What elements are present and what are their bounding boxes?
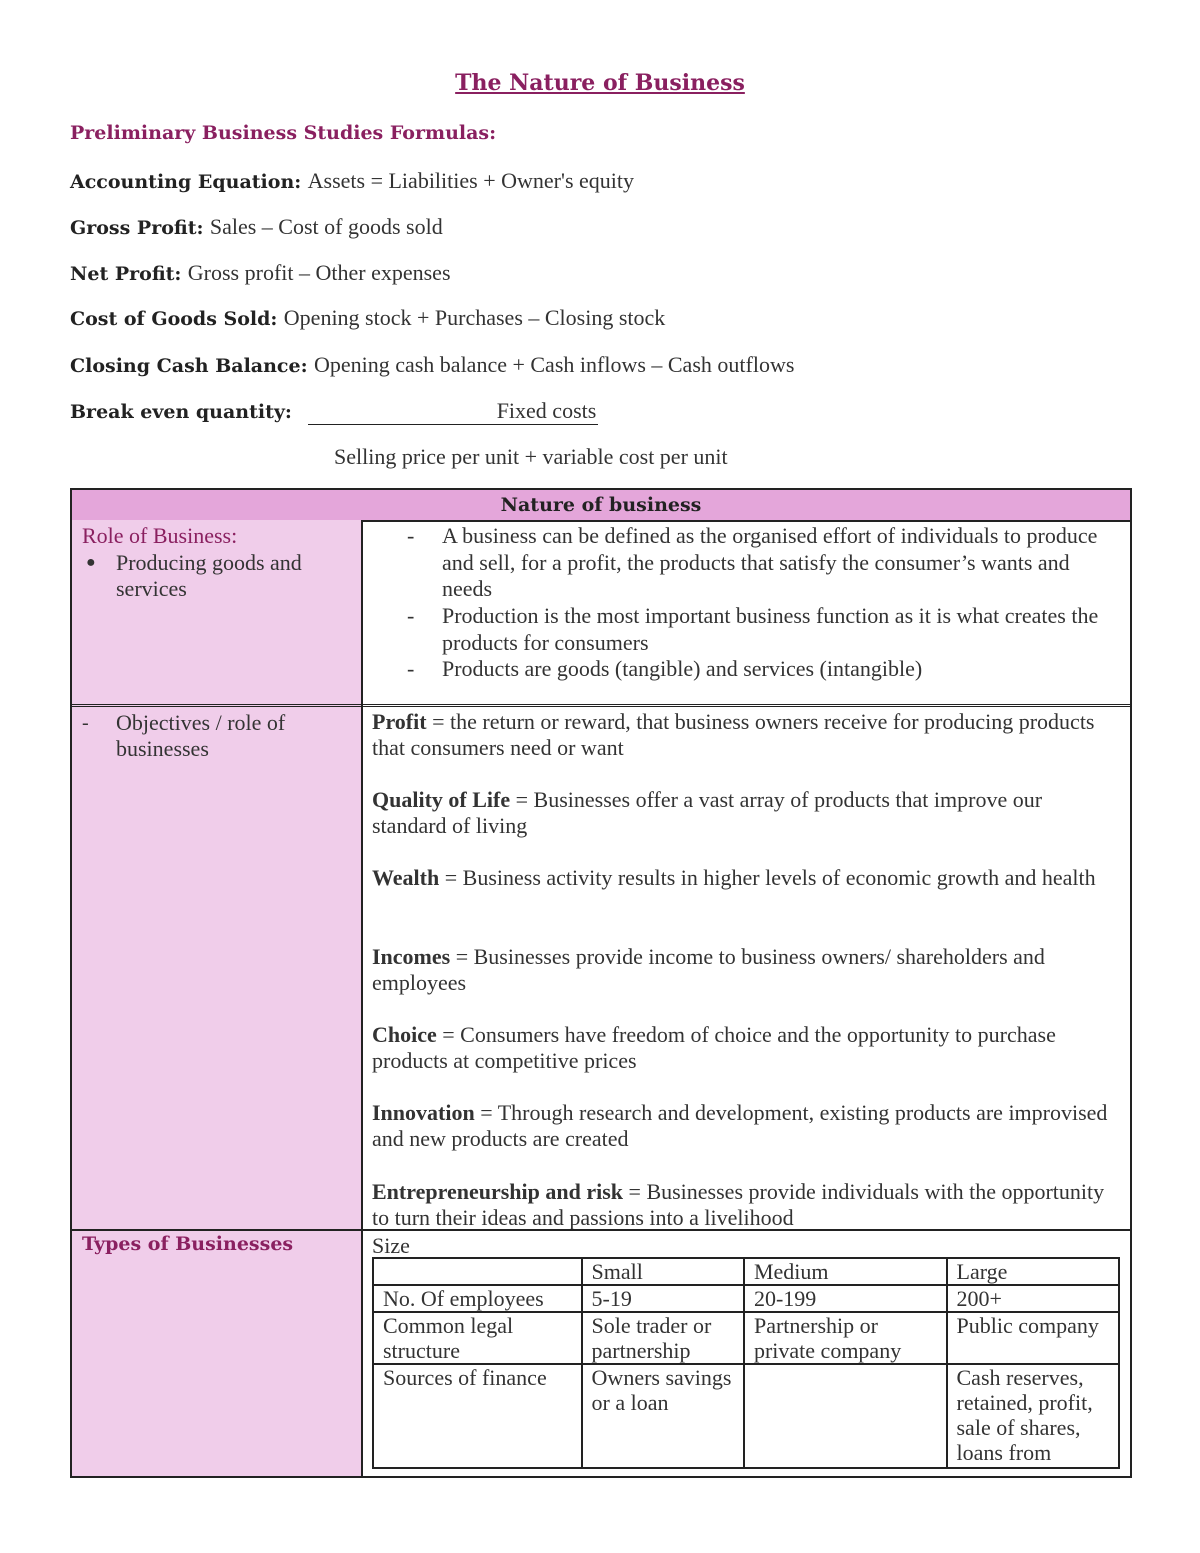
table-row [373, 1285, 1119, 1312]
objective-def: = Businesses offer a vast array of products that improve our standard of living [372, 787, 1043, 838]
role-point [407, 523, 1122, 603]
objective-term: Innovation [372, 1100, 475, 1125]
table-cell: Public company [947, 1312, 1120, 1364]
left-column [72, 520, 363, 1476]
size-label: Size [372, 1233, 410, 1258]
formula-label: Net Profit: [70, 263, 182, 285]
role-point [407, 656, 1122, 683]
formula-break-even [70, 398, 598, 425]
formula-label: Accounting Equation: [70, 171, 302, 193]
formula-cost-of-goods-sold [70, 305, 665, 331]
table-cell: Owners savings or a loan [582, 1364, 744, 1468]
nature-of-business-table [70, 488, 1132, 1478]
types-content [363, 1231, 1130, 1476]
formula-net-profit [70, 260, 451, 286]
table-cell: Sources of finance [373, 1364, 582, 1468]
formula-value: Opening cash balance + Cash inflows – Cash outflows [313, 352, 795, 377]
table-cell: No. Of employees [373, 1285, 582, 1312]
objective-entrepreneurship [372, 1179, 1117, 1231]
formulas-subtitle: Preliminary Business Studies Formulas: [70, 122, 497, 144]
objectives-label [82, 710, 336, 762]
objective-def: = Businesses provide income to business owners/ shareholders and employees [372, 944, 1045, 995]
table-cell: 5-19 [582, 1285, 744, 1312]
page-title: The Nature of Business [455, 70, 745, 96]
break-even-denominator: Selling price per unit + variable cost per unit [334, 444, 728, 469]
break-even-numerator: Fixed costs [308, 398, 598, 425]
table-cell: Common legal structure [373, 1312, 582, 1364]
objective-choice [372, 1022, 1117, 1074]
table-row [373, 1258, 1119, 1285]
formula-label: Closing Cash Balance: [70, 355, 308, 377]
formula-closing-cash-balance [70, 352, 794, 378]
formula-label: Cost of Goods Sold: [70, 308, 278, 330]
objective-term: Choice [372, 1022, 437, 1047]
table-row [373, 1364, 1119, 1468]
objective-term: Quality of Life [372, 787, 511, 812]
objective-quality-of-life [372, 787, 1117, 839]
objective-innovation [372, 1100, 1117, 1152]
table-cell: Large [947, 1258, 1120, 1285]
objective-def: = Business activity results in higher levels of economic growth and health [439, 865, 1096, 890]
dash-icon: - [407, 603, 415, 628]
formula-value: Gross profit – Other expenses [187, 260, 451, 285]
formula-value: Opening stock + Purchases – Closing stock [283, 305, 666, 330]
role-bullet-text: Producing goods and services [116, 550, 302, 601]
objective-wealth [372, 865, 1117, 891]
table-cell [373, 1258, 582, 1285]
objective-def: = the return or reward, that business owners receive for producing products that consumers need or want [372, 709, 1095, 760]
dash-icon: - [82, 712, 89, 734]
table-cell: Medium [744, 1258, 947, 1285]
table-row [373, 1312, 1119, 1364]
role-point-text: Products are goods (tangible) and services (intangible) [442, 656, 923, 681]
table-cell: Sole trader or partnership [582, 1312, 744, 1364]
objectives-label-text: Objectives / role of businesses [116, 710, 286, 761]
role-point-text: A business can be defined as the organised effort of individuals to produce and sell, for a profit, the products that satisfy the consumer’s wants and needs [442, 523, 1098, 601]
business-size-table [372, 1257, 1120, 1469]
table-header: Nature of business [72, 490, 1130, 522]
formula-gross-profit [70, 214, 443, 240]
dash-icon: - [407, 656, 415, 681]
objectives-content [363, 707, 1130, 1230]
objective-def: = Through research and development, existing products are improvised and new products are created [372, 1100, 1108, 1151]
role-point [407, 603, 1122, 656]
role-point-text: Production is the most important business function as it is what creates the products for consumers [442, 603, 1099, 655]
formula-label: Gross Profit: [70, 217, 204, 239]
formula-value: Sales – Cost of goods sold [209, 214, 443, 239]
role-content [363, 520, 1130, 706]
formula-label: Break even quantity: [70, 401, 292, 423]
formula-accounting-equation [70, 168, 634, 194]
table-cell: 20-199 [744, 1285, 947, 1312]
objective-def: = Consumers have freedom of choice and the opportunity to purchase products at competitive prices [372, 1022, 1056, 1073]
types-of-businesses-label: Types of Businesses [82, 1233, 294, 1255]
role-of-business-label: Role of Business: [82, 523, 238, 548]
objective-def: = Businesses provide individuals with the opportunity to turn their ideas and passions into a livelihood [372, 1179, 1105, 1230]
objective-incomes [372, 944, 1117, 996]
dash-icon: - [407, 523, 415, 548]
table-cell: 200+ [947, 1285, 1120, 1312]
table-cell: Small [582, 1258, 744, 1285]
bullet-icon: ● [86, 554, 96, 571]
objective-term: Wealth [372, 865, 440, 890]
formula-value: Assets = Liabilities + Owner's equity [307, 168, 634, 193]
table-cell: Partnership or private company [744, 1312, 947, 1364]
objective-profit [372, 709, 1117, 761]
objective-term: Profit [372, 709, 427, 734]
table-cell: Cash reserves, retained, profit, sale of shares, loans from [947, 1364, 1120, 1468]
objective-term: Entrepreneurship and risk [372, 1179, 624, 1204]
objective-term: Incomes [372, 944, 451, 969]
table-cell [744, 1364, 947, 1468]
role-bullet-item [86, 550, 336, 602]
